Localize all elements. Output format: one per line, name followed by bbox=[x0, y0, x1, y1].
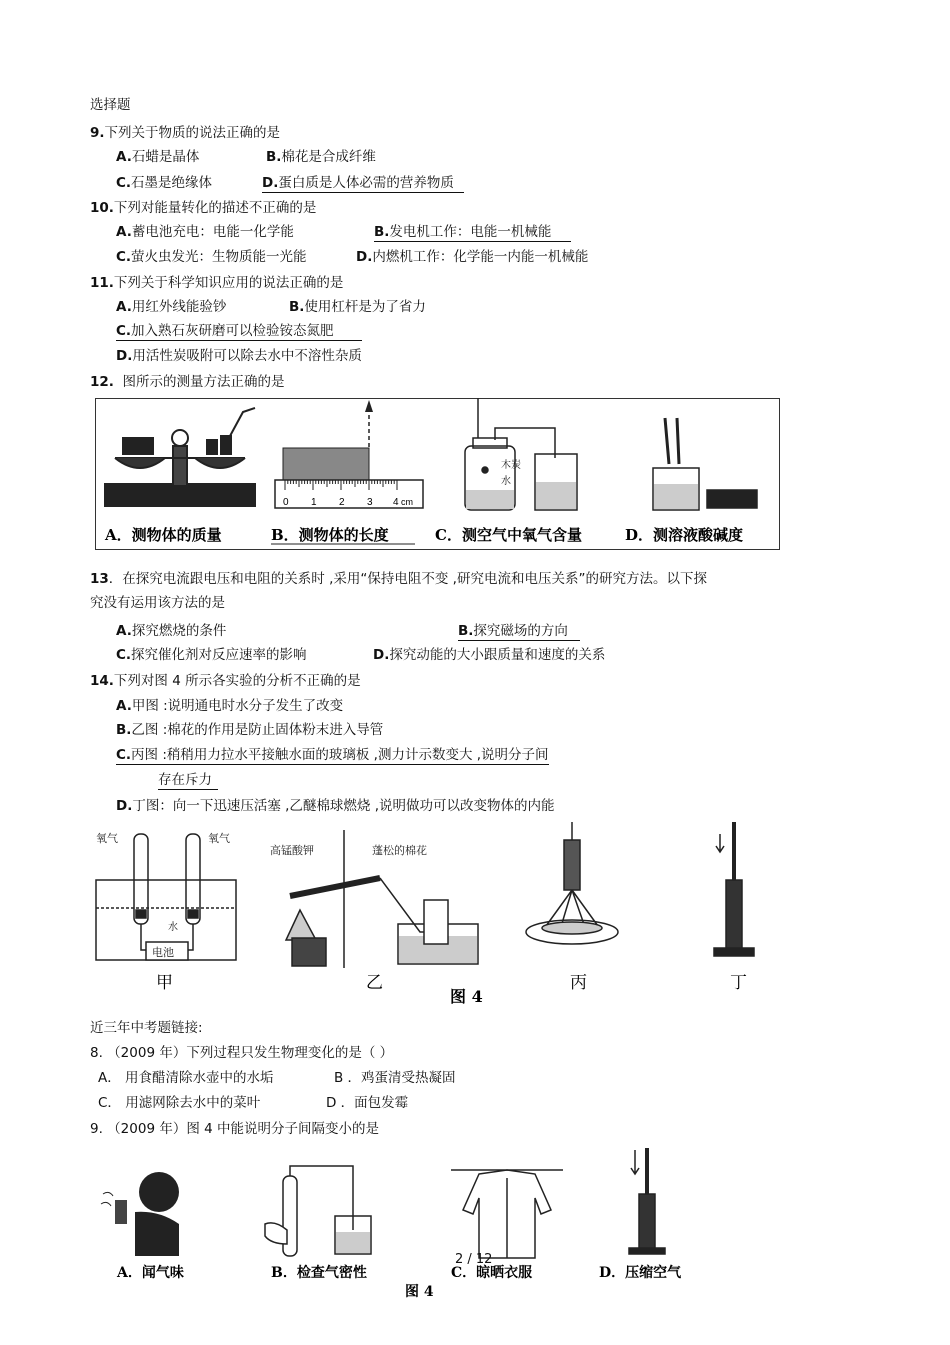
r9-caption-c: C．晾晒衣服 bbox=[451, 1265, 533, 1281]
q12-stem: 12. 图所示的测量方法正确的是 bbox=[90, 374, 285, 390]
q14-option-d: D.丁图：向一下迅速压活塞 ,乙醚棉球燃烧 ,说明做功可以改变物体的内能 bbox=[116, 798, 555, 814]
ruler-tick-4: 4 bbox=[393, 497, 399, 508]
q14-option-c: C.丙图 :稍稍用力拉水平接触水面的玻璃板 ,测力计示数变大 ,说明分子间 bbox=[116, 747, 549, 763]
q13-stem-line1: 13．在探究电流跟电压和电阻的关系时 ,采用“保持电阻不变 ,研究电流和电压关系”的研究方法。以下探 bbox=[90, 571, 707, 587]
spring-scale-illustration bbox=[526, 822, 618, 944]
q10-option-b: B.发电机工作：电能一机械能 bbox=[374, 223, 571, 241]
ruler-tick-0: 0 bbox=[283, 497, 289, 508]
ruler-unit: cm bbox=[401, 497, 413, 507]
recent-title: 近三年中考题链接: bbox=[90, 1020, 203, 1036]
q13-stem-line2: 究没有运用该方法的是 bbox=[90, 595, 225, 611]
charcoal-label: 木炭 bbox=[501, 460, 521, 471]
q11-option-a: A.用红外线能验钞 bbox=[116, 299, 227, 315]
r8-stem: 8. （2009 年）下列过程只发生物理变化的是（ ） bbox=[90, 1045, 394, 1061]
r8-option-b: B ．鸡蛋清受热凝固 bbox=[334, 1070, 456, 1086]
q9-option-c: C.石墨是绝缘体 bbox=[116, 175, 213, 191]
fig-label-bing: 丙 bbox=[570, 973, 587, 993]
piston-illustration bbox=[714, 822, 754, 956]
water-label-jia: 水 bbox=[168, 922, 178, 933]
ruler-tick-3: 3 bbox=[367, 497, 373, 508]
page-number: 2 / 12 bbox=[455, 1252, 493, 1267]
q12-caption-c: C．测空气中氧气含量 bbox=[435, 526, 582, 544]
q11-option-d: D.用活性炭吸附可以除去水中不溶性杂质 bbox=[116, 348, 362, 364]
q11-option-b: B.使用杠杆是为了省力 bbox=[289, 299, 426, 315]
battery-label: 电池 bbox=[152, 947, 174, 959]
water-label: 水 bbox=[501, 476, 511, 487]
ruler-illustration bbox=[275, 400, 423, 508]
r9-caption-a: A．闻气味 bbox=[117, 1265, 184, 1281]
compressing-air-illustration bbox=[629, 1148, 665, 1254]
q13-option-b: B.探究磁场的方向 bbox=[458, 622, 580, 640]
q13-option-a: A.探究燃烧的条件 bbox=[116, 623, 227, 639]
electrolysis-illustration bbox=[96, 831, 236, 960]
balance-illustration bbox=[105, 408, 255, 506]
r9-figure-title: 图 4 bbox=[405, 1284, 434, 1300]
q12-caption-b: B．测物体的长度 bbox=[271, 526, 389, 544]
r8-option-a: A． 用食醋清除水壶中的水垢 bbox=[98, 1070, 274, 1086]
ph-test-illustration bbox=[653, 418, 757, 510]
q9-option-d: D.蛋白质是人体必需的营养物质 bbox=[262, 174, 464, 192]
ruler-tick-2: 2 bbox=[339, 497, 345, 508]
drying-clothes-illustration bbox=[451, 1170, 563, 1258]
gas-left-label: 氧气 bbox=[96, 833, 118, 845]
q10-option-a: A.蓄电池充电：电能一化学能 bbox=[116, 224, 294, 240]
cotton-label: 蓬松的棉花 bbox=[372, 845, 427, 857]
q9-stem: 9.下列关于物质的说法正确的是 bbox=[90, 125, 281, 141]
gas-tightness-illustration bbox=[265, 1166, 371, 1256]
oxygen-apparatus-illustration bbox=[465, 398, 577, 510]
q11-stem: 11.下列关于科学知识应用的说法正确的是 bbox=[90, 275, 344, 291]
q11-option-c: C.加入熟石灰研磨可以检验铵态氮肥 bbox=[116, 322, 362, 340]
q13-option-c: C.探究催化剂对反应速率的影响 bbox=[116, 647, 307, 663]
q14-option-b: B.乙图 :棉花的作用是防止固体粉末进入导管 bbox=[116, 722, 384, 738]
r8-option-c: C． 用滤网除去水中的菜叶 bbox=[98, 1095, 261, 1111]
q14-figure-drawing bbox=[90, 820, 770, 1010]
q14-option-c-cont: 存在斥力 bbox=[158, 771, 218, 789]
smelling-illustration bbox=[101, 1172, 179, 1256]
q12-figure-drawing bbox=[95, 398, 778, 548]
r9-stem: 9. （2009 年）图 4 中能说明分子间隔变小的是 bbox=[90, 1121, 379, 1137]
q14-option-a: A.甲图 :说明通电时水分子发生了改变 bbox=[116, 698, 344, 714]
section-title: 选择题 bbox=[90, 97, 131, 113]
ruler-tick-1: 1 bbox=[311, 497, 317, 508]
r9-caption-b: B．检查气密性 bbox=[271, 1265, 367, 1281]
q10-stem: 10.下列对能量转化的描述不正确的是 bbox=[90, 200, 317, 216]
q13-option-d: D.探究动能的大小跟质量和速度的关系 bbox=[373, 647, 606, 663]
r9-figure-drawing bbox=[95, 1140, 715, 1300]
fig-label-jia: 甲 bbox=[156, 973, 173, 993]
kmno4-label: 高锰酸钾 bbox=[270, 845, 314, 857]
q10-option-c: C.萤火虫发光：生物质能一光能 bbox=[116, 249, 307, 265]
kmno4-apparatus-illustration bbox=[270, 830, 478, 968]
fig-label-yi: 乙 bbox=[366, 973, 383, 993]
q14-stem: 14.下列对图 4 所示各实验的分析不正确的是 bbox=[90, 673, 361, 689]
q14-figure-title: 图 4 bbox=[450, 987, 483, 1006]
q10-option-d: D.内燃机工作：化学能一内能一机械能 bbox=[356, 249, 589, 265]
gas-right-label: 氧气 bbox=[208, 833, 230, 845]
fig-label-ding: 丁 bbox=[730, 973, 747, 993]
r8-option-d: D ．面包发霉 bbox=[326, 1095, 409, 1111]
q12-caption-a: A．测物体的质量 bbox=[105, 526, 222, 544]
r9-caption-d: D．压缩空气 bbox=[599, 1265, 682, 1281]
q9-option-a: A.石蜡是晶体 bbox=[116, 149, 200, 165]
q12-caption-d: D．测溶液酸碱度 bbox=[625, 526, 744, 544]
q9-option-b: B.棉花是合成纤维 bbox=[266, 149, 376, 165]
